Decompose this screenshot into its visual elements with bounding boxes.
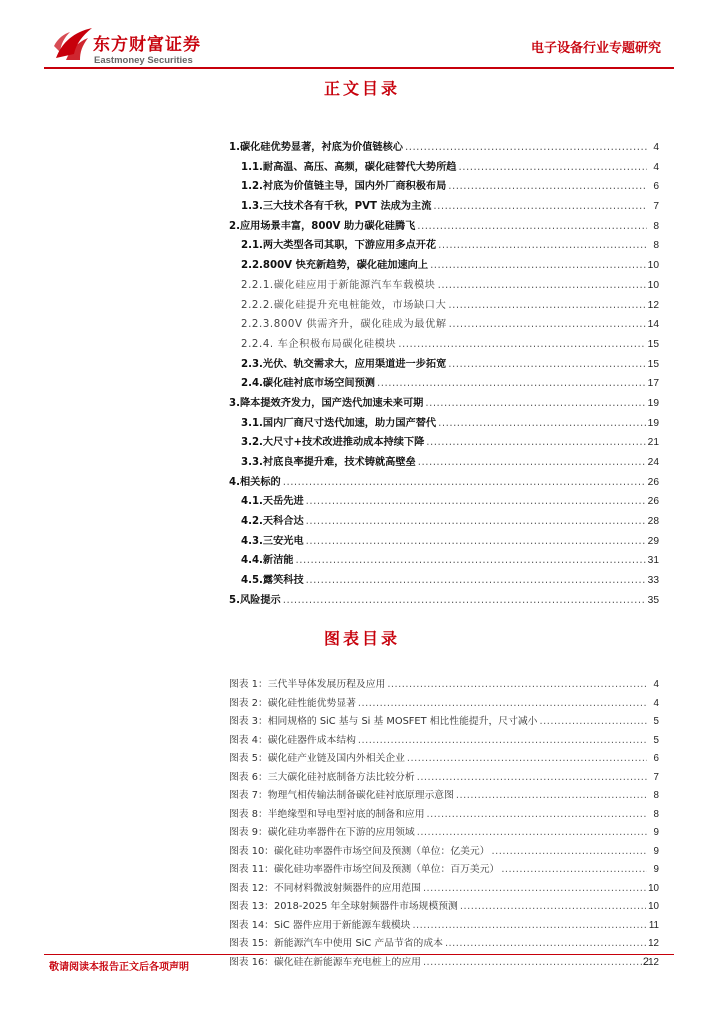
toc-entry[interactable] (229, 355, 659, 375)
figure-entry[interactable] (229, 769, 659, 788)
toc-entry[interactable] (229, 591, 659, 611)
dot-leader (417, 217, 647, 237)
toc-entry-text: 1.2.衬底为价值链主导，国内外厂商积极布局 (241, 181, 447, 193)
dot-leader (433, 197, 647, 217)
footer-disclaimer: 敬请阅读本报告正文后各项声明 (49, 962, 189, 973)
dot-leader (492, 843, 647, 862)
toc-entry[interactable] (229, 217, 659, 237)
dot-leader (398, 335, 645, 355)
dot-leader (306, 532, 646, 552)
figure-entry-page: 12 (648, 938, 659, 949)
toc-entry-page: 4 (653, 161, 659, 173)
dot-leader (407, 750, 647, 769)
toc-entry-text: 3.2.大尺寸+技术改进推动成本持续下降 (241, 437, 425, 449)
toc-entry-text: 3.降本提效齐发力，国产迭代加速未来可期 (229, 397, 424, 409)
dot-leader (358, 695, 647, 714)
figure-entry[interactable] (229, 732, 659, 751)
toc-entry[interactable] (229, 197, 659, 217)
dot-leader (539, 713, 647, 732)
toc-entry[interactable] (229, 473, 659, 493)
figure-entry-page: 9 (653, 845, 659, 857)
dot-leader (387, 676, 647, 695)
dot-leader (460, 898, 646, 917)
toc-entry-text: 2.1.两大类型各司其职，下游应用多点开花 (241, 240, 437, 252)
figure-entry-page: 12 (648, 956, 659, 968)
toc-entry[interactable] (229, 315, 659, 335)
dot-leader (438, 414, 646, 434)
footer-divider (44, 954, 674, 955)
dot-leader (458, 158, 647, 178)
dot-leader (417, 824, 647, 843)
toc-entry-page: 21 (647, 437, 659, 449)
dot-leader (426, 433, 645, 453)
dot-leader (417, 769, 647, 788)
toc-entry-page: 14 (647, 319, 659, 331)
dot-leader (306, 571, 646, 591)
toc-entry-page: 8 (653, 240, 659, 252)
toc-entry[interactable] (229, 236, 659, 256)
figure-entry-text: 图表 8：半绝缘型和导电型衬底的制备和应用 (229, 808, 425, 820)
table-of-contents (229, 138, 659, 611)
figure-entry-text: 图表 10：碳化硅功率器件市场空间及预测（单位：亿美元） (229, 845, 490, 857)
toc-entry-text: 5.风险提示 (229, 594, 281, 606)
eastmoney-logo-icon (52, 24, 98, 62)
figure-entry-page: 5 (653, 716, 659, 727)
figure-entry-page: 9 (653, 827, 659, 838)
figure-entry[interactable] (229, 787, 659, 806)
toc-entry[interactable] (229, 177, 659, 197)
dot-leader (448, 177, 647, 197)
figure-entry[interactable] (229, 824, 659, 843)
figure-entry-page: 10 (648, 901, 659, 912)
toc-entry-text: 4.4.新洁能 (241, 555, 294, 567)
figure-entry-text: 图表 13：2018-2025 年全球射频器件市场规模预测 (229, 901, 458, 912)
toc-entry-text: 4.相关标的 (229, 476, 281, 488)
figure-entry[interactable] (229, 713, 659, 732)
toc-entry-page: 10 (647, 279, 659, 291)
figure-entry-page: 6 (653, 753, 659, 764)
dot-leader (405, 138, 647, 158)
figure-entry-page: 4 (653, 679, 659, 690)
dot-leader (423, 880, 646, 899)
figure-entry[interactable] (229, 676, 659, 695)
dot-leader (412, 917, 646, 936)
figure-entry[interactable] (229, 935, 659, 954)
page-number: 2 (642, 956, 649, 968)
dot-leader (423, 954, 646, 973)
figure-entry[interactable] (229, 880, 659, 899)
toc-entry-text: 2.2.1.碳化硅应用于新能源汽车车载模块 (241, 279, 436, 291)
dot-leader (295, 551, 645, 571)
toc-entry[interactable] (229, 512, 659, 532)
figure-entry-page: 7 (653, 771, 659, 783)
toc-entry-page: 19 (647, 417, 659, 429)
dot-leader (306, 512, 646, 532)
dot-leader (448, 355, 645, 375)
toc-entry-page: 26 (647, 496, 659, 508)
figure-entry-text: 图表 12：不同材料微波射频器件的应用范围 (229, 882, 421, 894)
dot-leader (445, 935, 646, 954)
figure-entry-page: 9 (653, 864, 659, 875)
toc-entry-page: 26 (647, 476, 659, 488)
toc-entry-page: 17 (647, 378, 659, 390)
toc-entry-text: 3.1.国内厂商尺寸迭代加速，助力国产替代 (241, 417, 437, 429)
toc-entry[interactable] (229, 335, 659, 355)
toc-entry-page: 15 (647, 338, 659, 350)
brand-name-cn: 东方财富证券 (93, 35, 201, 55)
figure-entry-text: 图表 2：碳化硅性能优势显著 (229, 697, 356, 709)
figure-entry-page: 5 (653, 734, 659, 746)
figure-entry-text: 图表 4：碳化硅器件成本结构 (229, 734, 356, 746)
figure-entry[interactable] (229, 695, 659, 714)
toc-entry[interactable] (229, 296, 659, 316)
figure-entry[interactable] (229, 861, 659, 880)
dot-leader (438, 276, 646, 296)
figure-entry-text: 图表 3：相同规格的 SiC 基与 Si 基 MOSFET 相比性能提升，尺寸减小 (229, 716, 538, 727)
toc-title: 正文目录 (323, 79, 400, 98)
toc-entry[interactable] (229, 374, 659, 394)
dot-leader (430, 256, 646, 276)
toc-entry[interactable] (229, 433, 659, 453)
brand-name-en: Eastmoney Securities (94, 55, 193, 66)
figure-entry-text: 图表 9：碳化硅功率器件在下游的应用领域 (229, 827, 415, 838)
dot-leader (427, 806, 648, 825)
toc-entry[interactable] (229, 276, 659, 296)
toc-entry-text: 4.2.天科合达 (241, 516, 304, 528)
toc-entry-page: 35 (647, 594, 659, 606)
report-type-label: 电子设备行业专题研究 (530, 41, 661, 56)
figure-entry-text: 图表 15：新能源汽车中使用 SiC 产品节省的成本 (229, 938, 443, 949)
dot-leader (306, 492, 646, 512)
dot-leader (438, 236, 647, 256)
toc-entry-text: 4.1.天岳先进 (241, 496, 304, 508)
dot-leader (418, 453, 646, 473)
figure-entry-text: 图表 1：三代半导体发展历程及应用 (229, 679, 386, 690)
toc-entry-text: 1.1.耐高温、高压、高频，碳化硅替代大势所趋 (241, 161, 457, 173)
figure-entry[interactable] (229, 917, 659, 936)
toc-entry-page: 12 (647, 299, 659, 311)
figure-entry-page: 4 (653, 697, 659, 709)
toc-entry-text: 2.2.3.800V 供需齐升，碳化硅成为最优解 (241, 319, 447, 331)
toc-entry-text: 2.3.光伏、轨交需求大，应用渠道进一步拓宽 (241, 358, 447, 370)
toc-entry-page: 7 (653, 201, 659, 213)
figure-entry[interactable] (229, 843, 659, 862)
dot-leader (358, 732, 647, 751)
figure-entry-text: 图表 6：三大碳化硅衬底制备方法比较分析 (229, 771, 415, 783)
toc-entry-page: 31 (647, 555, 659, 567)
figure-entry-text: 图表 5：碳化硅产业链及国内外相关企业 (229, 753, 405, 764)
toc-entry-text: 4.5.露笑科技 (241, 575, 304, 587)
toc-entry[interactable] (229, 138, 659, 158)
figure-entry[interactable] (229, 750, 659, 769)
figure-entry-text: 图表 7：物理气相传输法制备碳化硅衬底原理示意图 (229, 790, 454, 801)
list-of-figures (229, 676, 659, 972)
toc-entry-page: 10 (647, 260, 659, 272)
figure-entry[interactable] (229, 954, 659, 973)
dot-leader (283, 473, 646, 493)
figure-entry-page: 11 (648, 919, 659, 931)
dot-leader (449, 315, 646, 335)
page-header (0, 0, 724, 70)
toc-entry-page: 24 (647, 457, 659, 468)
toc-entry-text: 2.2.4. 车企积极布局碳化硅模块 (241, 338, 397, 350)
toc-entry-text: 3.3.衬底良率提升难，技术铸就高壁垒 (241, 457, 416, 468)
toc-entry-text: 2.2.2.碳化硅提升充电桩能效，市场缺口大 (241, 299, 447, 311)
figure-entry-text: 图表 11：碳化硅功率器件市场空间及预测（单位：百万美元） (229, 864, 500, 875)
dot-leader (456, 787, 647, 806)
figure-entry-page: 8 (653, 790, 659, 801)
figure-entry-text: 图表 14：SiC 器件应用于新能源车载模块 (229, 919, 411, 931)
toc-entry-page: 6 (653, 181, 659, 193)
toc-entry-page: 15 (647, 358, 659, 370)
header-divider (44, 67, 674, 69)
toc-entry[interactable] (229, 571, 659, 591)
figure-entry-text: 图表 16：碳化硅在新能源车充电桩上的应用 (229, 956, 421, 968)
toc-entry[interactable] (229, 453, 659, 473)
dot-leader (283, 591, 646, 611)
toc-entry-page: 28 (647, 516, 659, 528)
list-of-figures-title: 图表目录 (323, 629, 400, 648)
toc-entry-text: 1.碳化硅优势显著，衬底为价值链核心 (229, 142, 403, 153)
toc-entry-text: 2.4.碳化硅衬底市场空间预测 (241, 378, 375, 390)
toc-entry-text: 2.2.800V 快充新趋势，碳化硅加速向上 (241, 260, 429, 272)
toc-entry[interactable] (229, 532, 659, 552)
toc-entry-text: 4.3.三安光电 (241, 535, 304, 547)
toc-entry[interactable] (229, 158, 659, 178)
toc-entry[interactable] (229, 414, 659, 434)
figure-entry[interactable] (229, 898, 659, 917)
figure-entry[interactable] (229, 806, 659, 825)
toc-entry-page: 4 (653, 142, 659, 153)
dot-leader (425, 394, 645, 414)
toc-entry[interactable] (229, 551, 659, 571)
dot-leader (501, 861, 647, 880)
figure-entry-page: 8 (653, 808, 659, 820)
toc-entry[interactable] (229, 394, 659, 414)
figure-entry-page: 10 (648, 882, 659, 894)
dot-leader (377, 374, 646, 394)
toc-entry-page: 8 (653, 220, 659, 232)
toc-entry-page: 29 (647, 535, 659, 547)
toc-entry[interactable] (229, 256, 659, 276)
toc-entry-text: 1.3.三大技术各有千秋，PVT 法成为主流 (241, 201, 432, 213)
dot-leader (448, 296, 645, 316)
toc-entry-page: 33 (647, 575, 659, 587)
toc-entry-page: 19 (647, 397, 659, 409)
toc-entry[interactable] (229, 492, 659, 512)
toc-entry-text: 2.应用场景丰富，800V 助力碳化硅腾飞 (229, 220, 416, 232)
